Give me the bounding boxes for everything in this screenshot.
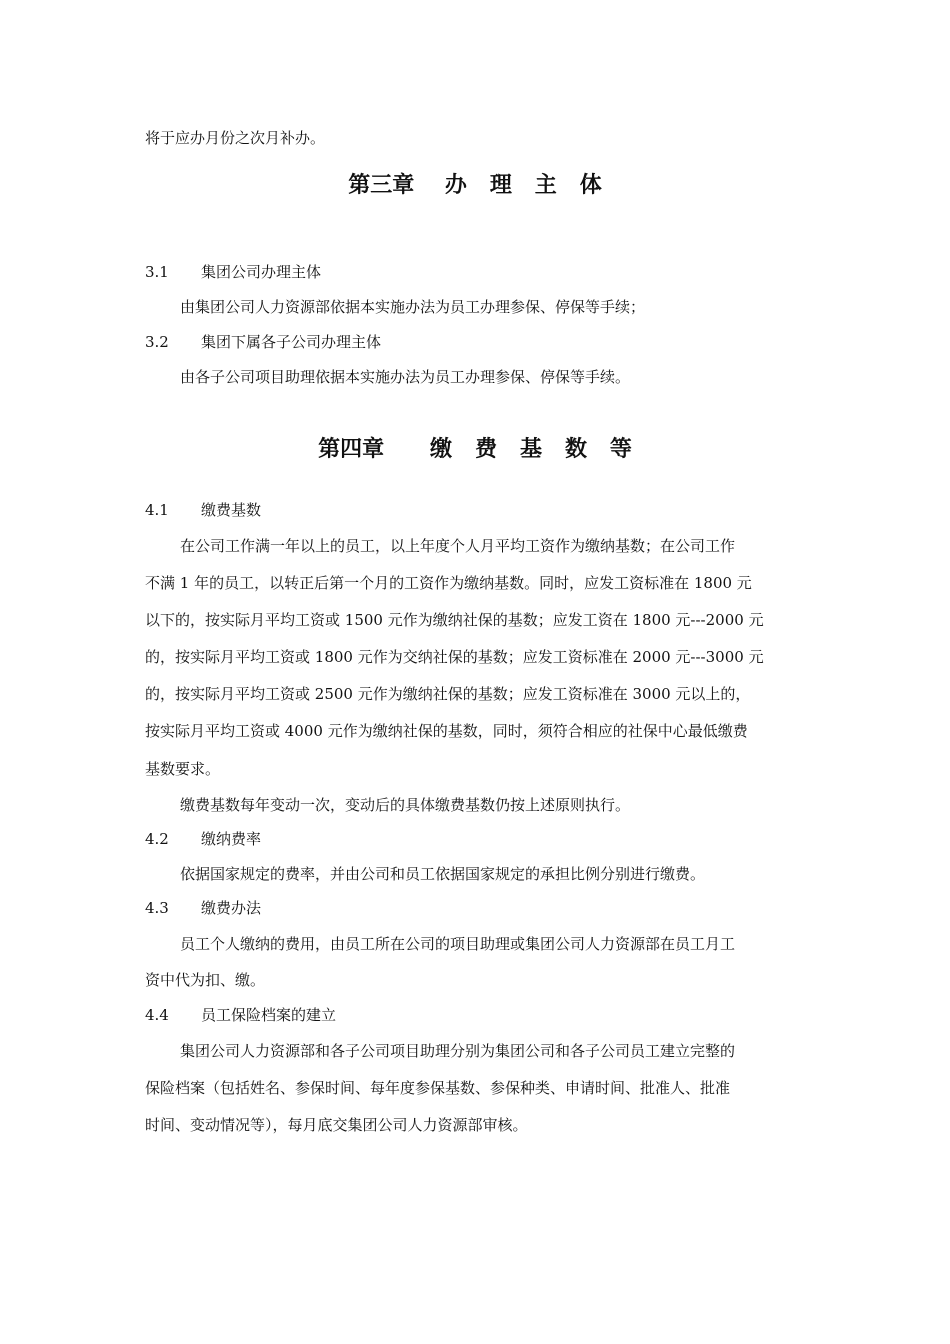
section-3-1-heading — [145, 262, 321, 282]
section-3-1-body: 由集团公司人力资源部依据本实施办法为员工办理参保、停保等手续； — [180, 298, 646, 316]
section-4-4-heading — [145, 1005, 336, 1025]
section-number: 4.4 — [145, 1006, 169, 1024]
chapter-4-title: 第四章 缴 费 基 数 等 — [318, 436, 632, 462]
paragraph-line: 基数要求。 — [145, 760, 221, 778]
paragraph-line: 不满 1 年的员工，以转正后第一个月的工资作为缴纳基数。同时，应发工资标准在 1800 元 — [145, 574, 752, 592]
paragraph-line: 集团公司人力资源部和各子公司项目助理分别为集团公司和各子公司员工建立完整的 — [180, 1042, 736, 1060]
section-title: 缴纳费率 — [201, 830, 262, 848]
chapter-3-title: 第三章 办 理 主 体 — [348, 172, 602, 198]
paragraph-line: 的，按实际月平均工资或 1800 元作为交纳社保的基数；应发工资标准在 2000 元---3000 元 — [145, 648, 764, 666]
section-title: 集团公司办理主体 — [201, 263, 322, 281]
section-title: 员工保险档案的建立 — [201, 1006, 337, 1024]
section-4-1-heading — [145, 500, 261, 520]
section-number: 3.1 — [145, 263, 169, 281]
section-title: 集团下属各子公司办理主体 — [201, 333, 382, 351]
section-4-3-heading — [145, 898, 261, 918]
section-number: 4.2 — [145, 830, 169, 848]
section-3-2-heading — [145, 332, 381, 352]
paragraph-line: 时间、变动情况等），每月底交集团公司人力资源部审核。 — [145, 1116, 528, 1134]
carry-over-text: 将于应办月份之次月补办。 — [145, 129, 326, 147]
section-number: 4.3 — [145, 899, 169, 917]
paragraph-line: 按实际月平均工资或 4000 元作为缴纳社保的基数，同时，须符合相应的社保中心最低缴费 — [145, 722, 748, 740]
paragraph-line: 保险档案（包括姓名、参保时间、每年度参保基数、参保种类、申请时间、批准人、批准 — [145, 1079, 731, 1097]
section-title: 缴费基数 — [201, 501, 262, 519]
paragraph-line: 在公司工作满一年以上的员工，以上年度个人月平均工资作为缴纳基数；在公司工作 — [180, 537, 736, 555]
paragraph-line: 员工个人缴纳的费用，由员工所在公司的项目助理或集团公司人力资源部在员工月工 — [180, 935, 736, 953]
section-number: 4.1 — [145, 501, 169, 519]
section-3-2-body: 由各子公司项目助理依据本实施办法为员工办理参保、停保等手续。 — [180, 368, 631, 386]
paragraph-line: 的，按实际月平均工资或 2500 元作为缴纳社保的基数；应发工资标准在 3000 元以上的， — [145, 685, 751, 703]
section-4-1-note: 缴费基数每年变动一次，变动后的具体缴费基数仍按上述原则执行。 — [180, 796, 631, 814]
section-title: 缴费办法 — [201, 899, 262, 917]
paragraph-line: 资中代为扣、缴。 — [145, 971, 266, 989]
section-number: 3.2 — [145, 333, 169, 351]
section-4-2-body: 依据国家规定的费率，并由公司和员工依据国家规定的承担比例分别进行缴费。 — [180, 865, 706, 883]
section-4-2-heading — [145, 829, 261, 849]
paragraph-line: 以下的，按实际月平均工资或 1500 元作为缴纳社保的基数；应发工资在 1800 元---2000 元 — [145, 611, 764, 629]
